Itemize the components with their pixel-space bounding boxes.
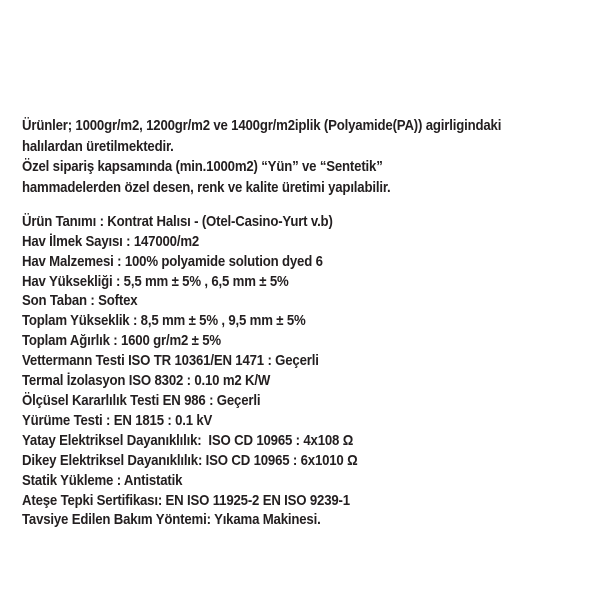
spec-line-dimensional-stability: Ölçüsel Kararlılık Testi EN 986 : Geçerli <box>22 391 261 409</box>
spec-line-walking-test: Yürüme Testi : EN 1815 : 0.1 kV <box>22 411 213 429</box>
spec-line-static-loading: Statik Yükleme : Antistatik <box>22 471 183 489</box>
intro-line-3: Özel sipariş kapsamında (min.1000m2) “Yün” ve “Sentetik” <box>22 158 383 176</box>
spec-sheet-content <box>22 116 600 530</box>
spec-line-fire-reaction-certificate: Ateşe Tepki Sertifikası: EN ISO 11925-2 EN ISO 9239-1 <box>22 491 350 509</box>
spec-line-pile-loop-count: Hav İlmek Sayısı : 147000/m2 <box>22 232 200 250</box>
spec-line-horizontal-electrical-resistance: Yatay Elektriksel Dayanıklılık: ISO CD 10965 : 4x108 Ω <box>22 431 354 449</box>
intro-line-4: hammadelerden özel desen, renk ve kalite üretimi yapılabilir. <box>22 179 391 197</box>
spec-line-thermal-insulation: Termal İzolasyon ISO 8302 : 0.10 m2 K/W <box>22 372 271 390</box>
spec-line-total-weight: Toplam Ağırlık : 1600 gr/m2 ± 5% <box>22 332 221 350</box>
intro-paragraph <box>22 116 600 199</box>
spec-line-pile-height: Hav Yüksekliği : 5,5 mm ± 5% , 6,5 mm ± 5% <box>22 272 289 290</box>
spec-line-product-definition: Ürün Tanımı : Kontrat Halısı - (Otel-Casino-Yurt v.b) <box>22 212 333 230</box>
spec-line-total-height: Toplam Yükseklik : 8,5 mm ± 5% , 9,5 mm ± 5% <box>22 312 306 330</box>
intro-line-1: Ürünler; 1000gr/m2, 1200gr/m2 ve 1400gr/m2iplik (Polyamide(PA)) agirligindaki <box>22 117 502 134</box>
spec-line-pile-material: Hav Malzemesi : 100% polyamide solution dyed 6 <box>22 252 323 270</box>
spec-line-final-backing: Son Taban : Softex <box>22 292 138 310</box>
spec-line-vertical-electrical-resistance: Dikey Elektriksel Dayanıklılık: ISO CD 10965 : 6x1010 Ω <box>22 451 358 469</box>
intro-line-2: halılardan üretilmektedir. <box>22 137 174 155</box>
spec-list <box>22 212 600 531</box>
spec-line-vettermann-test: Vettermann Testi ISO TR 10361/EN 1471 : Geçerli <box>22 352 319 370</box>
spec-line-recommended-care: Tavsiye Edilen Bakım Yöntemi: Yıkama Makinesi. <box>22 511 321 529</box>
